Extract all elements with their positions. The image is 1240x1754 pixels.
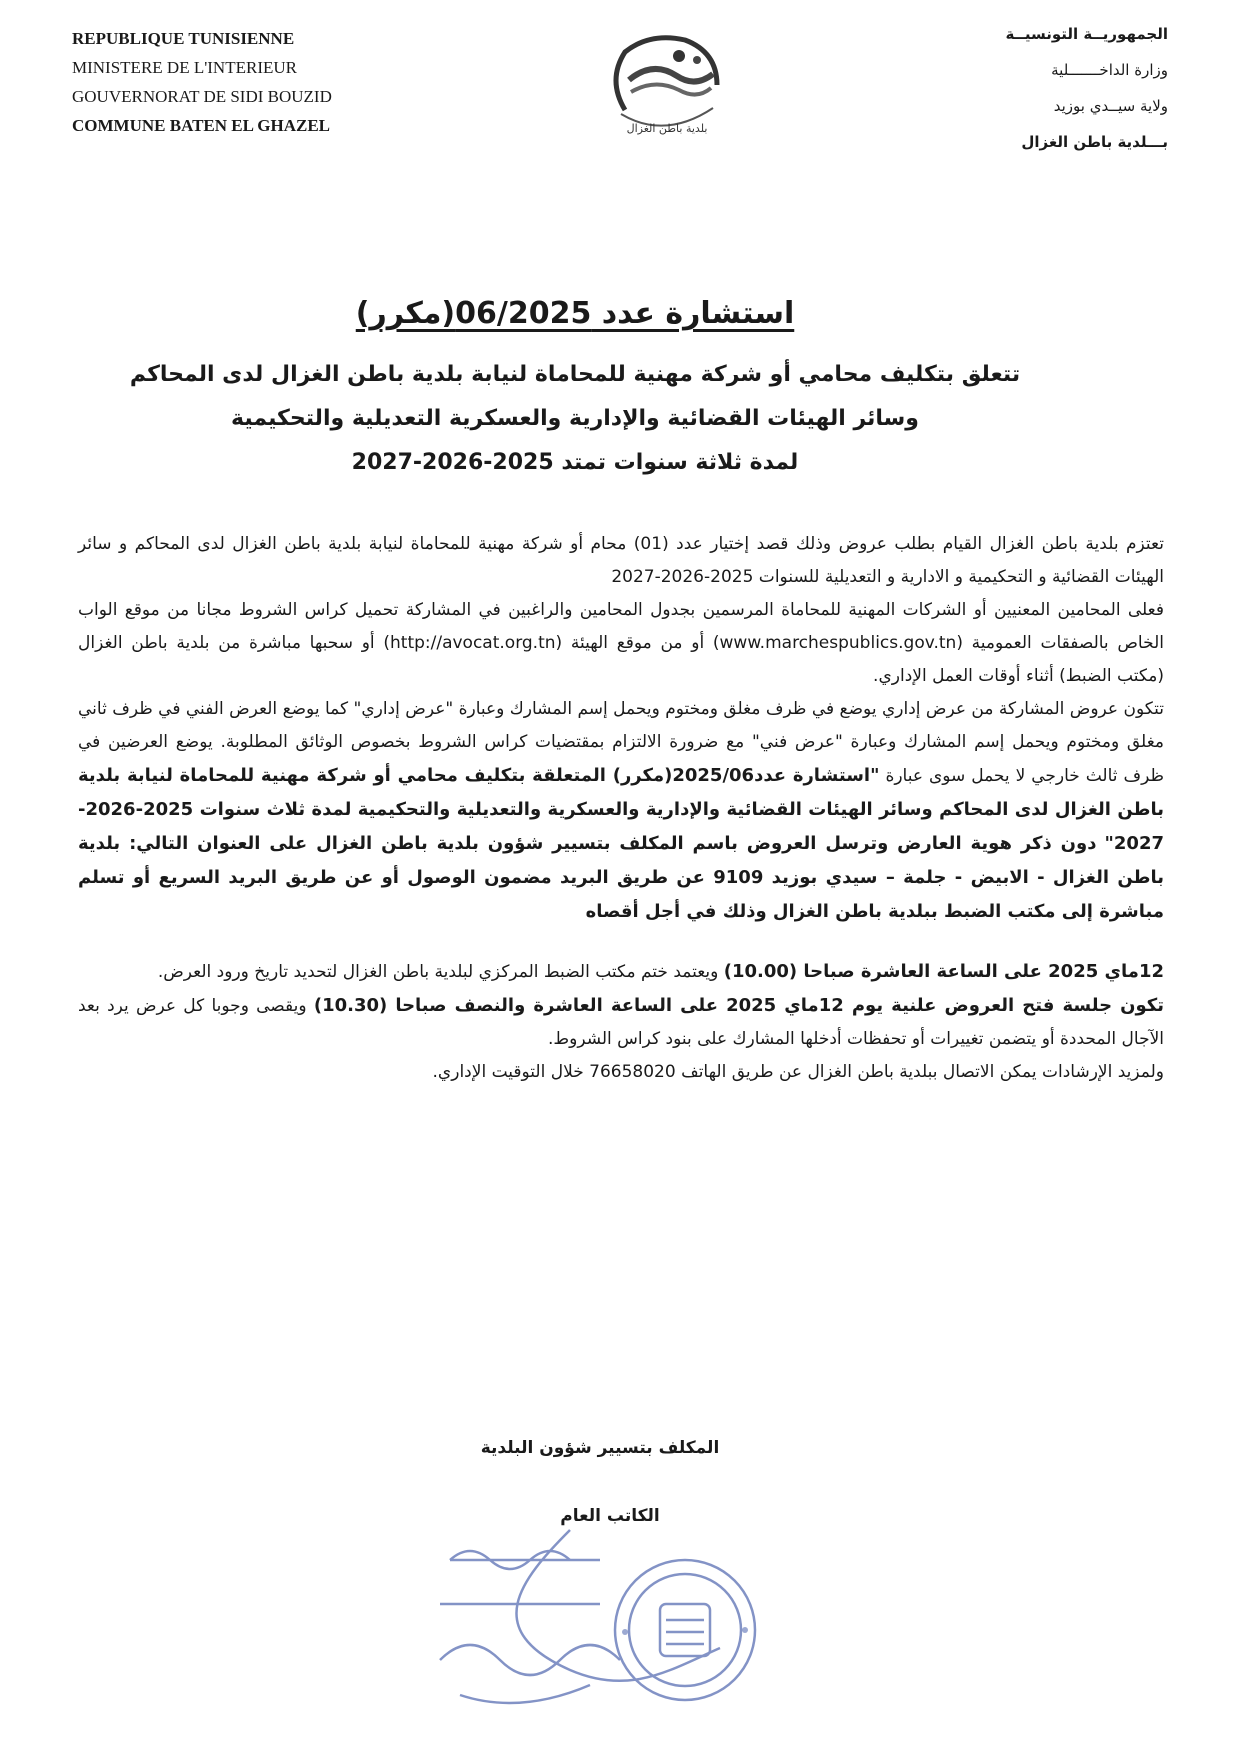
- subtitle-line-3: لمدة ثلاثة سنوات تمتد 2025-2026-2027: [351, 450, 799, 475]
- paragraph-download: فعلى المحامين المعنيين أو الشركات المهنية للمحاماة المرسمين بجدول المحامين والراغبين في المشاركة تحميل كراس الشروط مجانا من موقع الواب الخاص بالصفقات العمومية (www.marchespublics.gov.tn) أو من موقع الهيئة (http://avocat.org.tn) أو سحبها مباشرة من بلدية باطن الغزال (مكتب الضبط) أثناء أوقات العمل الإداري.: [78, 600, 1164, 686]
- signature-secretary: الكاتب العام: [560, 1506, 660, 1526]
- logo-text: بلدية باطن الغزال: [626, 122, 708, 135]
- header-right-line-3: ولاية سيــدي بوزيد: [1053, 97, 1168, 115]
- header-right-line-1: الجمهوريــة التونسيــة: [1005, 25, 1168, 43]
- offers-text: تتكون عروض المشاركة من عرض إداري يوضع في ظرف مغلق ومختوم ويحمل إسم المشارك وعبارة "عرض إداري" كما يوضع العرض الفني في ظرف ثاني مغلق ومختوم ويحمل إسم المشارك وعبارة "عرض فني" مع ضرورة الالتزام بمقتضيات كراس الشروط بخصوص الوثائق المطلوبة. يوضع العرضين في ظرف ثالث خارجي لا يحمل سوى عبارة: [78, 699, 1165, 786]
- deadline-date: 12ماي 2025 على الساعة العاشرة صباحا (10.00): [723, 961, 1164, 982]
- offers-address: دون ذكر هوية العارض وترسل العروض باسم المكلف بتسيير شؤون بلدية باطن الغزال على العنوان التالي: بلدية باطن الغزال - الابيض - جلمة – سيدي بوزيد 9109 عن طريق البريد مضمون الوصول أو عن طريق البريد السريع أو تسلم مباشرة إلى مكتب الضبط ببلدية باطن الغزال وذلك في أجل أقصاه: [78, 833, 1164, 922]
- paragraph-contact: ولمزيد الإرشادات يمكن الاتصال ببلدية باطن الغزال عن طريق الهاتف 76658020 خلال التوقيت الإداري.: [432, 1062, 1164, 1082]
- header-right-arabic: [938, 16, 1168, 160]
- header-right-line-4: بـــلدية باطن الغزال: [1021, 133, 1168, 151]
- header-right-line-2: وزارة الداخـــــــلية: [1051, 61, 1168, 79]
- document-title: استشارة عدد 06/2025(مكرر): [355, 296, 795, 331]
- body-text: [78, 528, 1164, 1089]
- title-block: [110, 296, 1040, 485]
- signature-block: [460, 1438, 740, 1526]
- paragraph-opening: [78, 989, 1164, 1056]
- header-left-line-2: MINISTERE DE L'INTERIEUR: [72, 58, 297, 77]
- deadline-text: ويعتمد ختم مكتب الضبط المركزي لبلدية باطن الغزال لتحديد تاريخ ورود العرض.: [157, 962, 719, 982]
- municipality-logo-icon: [595, 30, 735, 140]
- subtitle-line-2: وسائر الهيئات القضائية والإدارية والعسكرية التعديلية والتحكيمية: [231, 406, 919, 431]
- official-stamp-and-signature-icon: [420, 1520, 760, 1730]
- paragraph-deadline: [78, 955, 1164, 989]
- paragraph-offers: [78, 693, 1164, 929]
- subtitle-line-1: تتعلق بتكليف محامي أو شركة مهنية للمحاماة لنيابة بلدية باطن الغزال لدى المحاكم: [129, 362, 1021, 387]
- paragraph-intro: تعتزم بلدية باطن الغزال القيام بطلب عروض وذلك قصد إختيار عدد (01) محام أو شركة مهنية للمحاماة لنيابة بلدية باطن الغزال لدى المحاكم و سائر الهيئات القضائية و التحكيمية و الادارية و التعديلية للسنوات 2025-2026-2027: [78, 534, 1164, 587]
- header-left-line-4: COMMUNE BATEN EL GHAZEL: [72, 116, 331, 135]
- signature-title: المكلف بتسيير شؤون البلدية: [480, 1438, 720, 1458]
- offers-envelope-label: "استشارة عدد2025/06(مكرر) المتعلقة بتكليف محامي أو شركة مهنية للمحاماة لنيابة بلدية باطن الغزال لدى المحاكم وسائر الهيئات القضائية والإدارية والعسكرية والتعديلية والتحكيمية لمدة ثلاث سنوات 2025-2026-2027": [78, 765, 1164, 854]
- opening-text: ويقصى وجوبا كل عرض يرد بعد الآجال المحددة أو يتضمن تغييرات أو تحفظات أدخلها المشارك على بنود كراس الشروط.: [78, 996, 1164, 1049]
- opening-session: تكون جلسة فتح العروض علنية يوم 12ماي 2025 على الساعة العاشرة والنصف صباحا (10.30): [313, 995, 1165, 1016]
- header-left-line-3: GOUVERNORAT DE SIDI BOUZID: [72, 87, 332, 106]
- header-left-french: [72, 24, 392, 140]
- header-left-line-1: REPUBLIQUE TUNISIENNE: [72, 29, 295, 48]
